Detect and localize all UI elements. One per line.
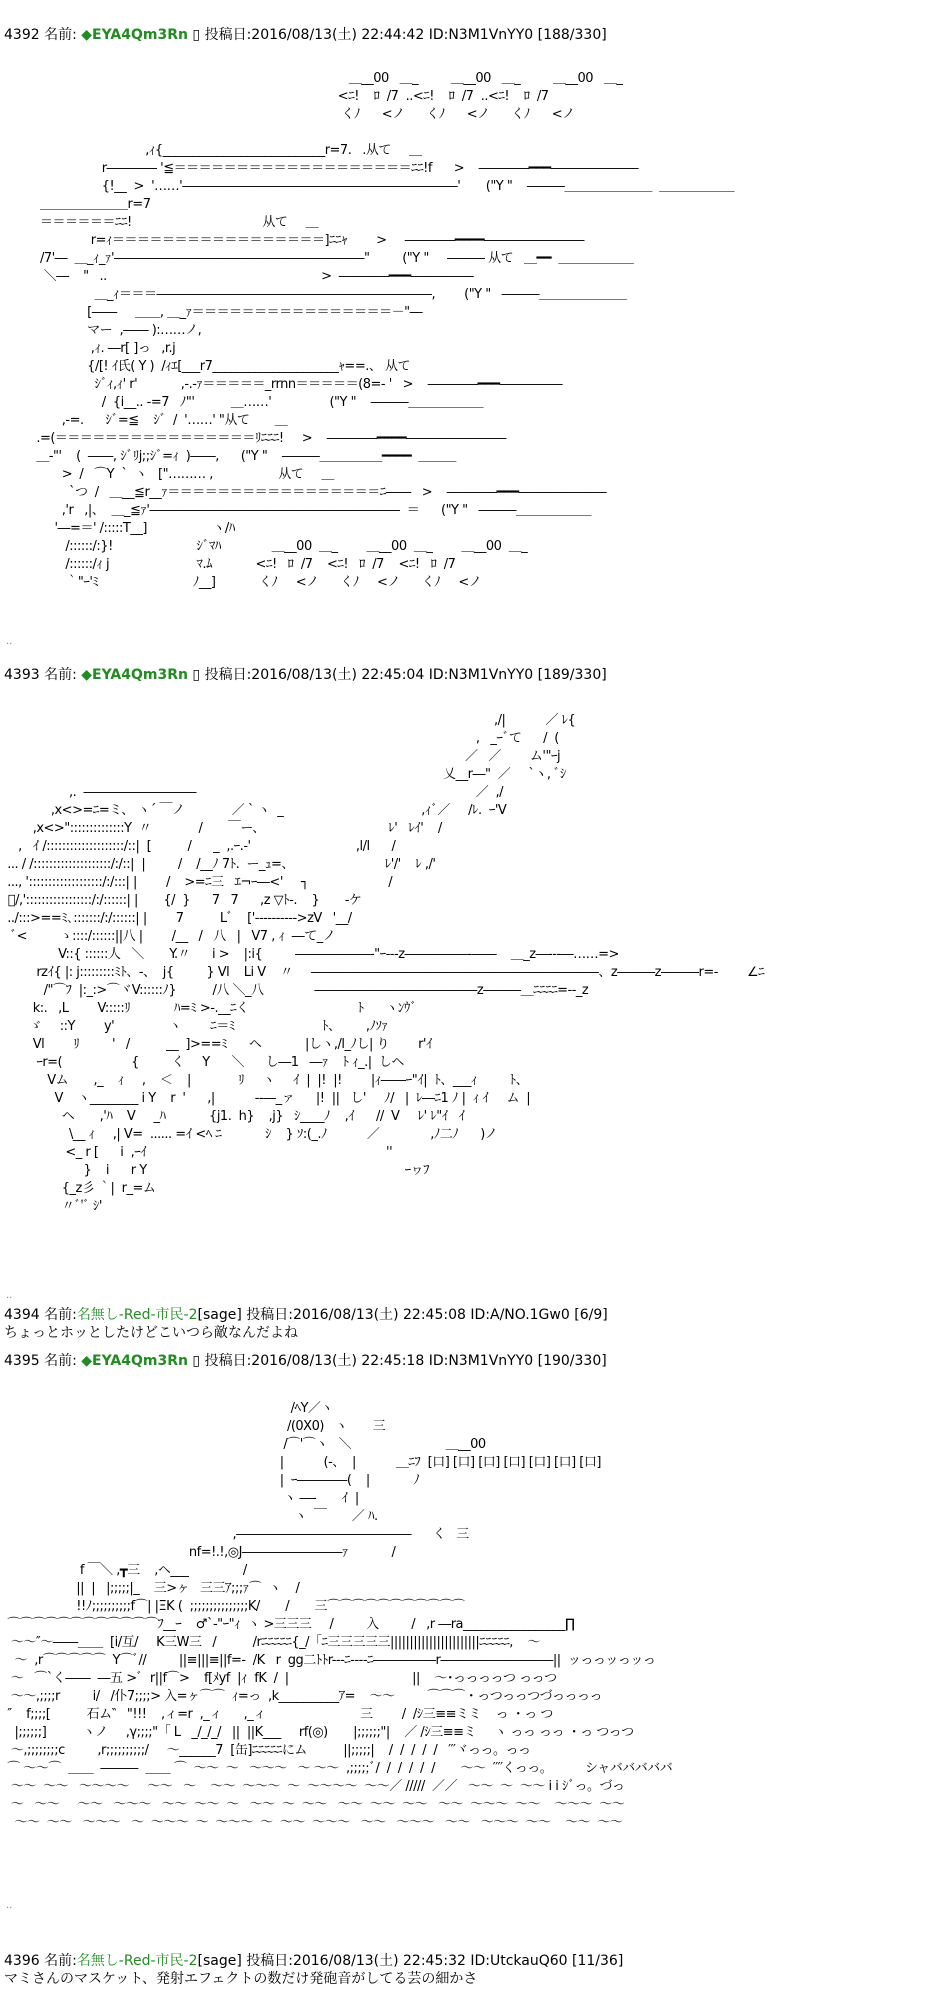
- ascii-art-line: ヘ ,'ﾊ V _ﾊ {j1. h} ,j} ｼ____ﾉ ,ｲ // V ﾚ' ﾚ"ｲ ｲ: [0, 1109, 465, 1124]
- ascii-art-line: Vl ﾘ ' / __ ]>==ﾐ ヘ |しヽ,/l_ﾉし| り r'ｲ: [0, 1037, 433, 1052]
- ascii-art-line: /7'― ＿_ｨ_ｧ'――――――――――――――――――――" ("Y " ――― 从て ＿━━ ＿＿＿＿＿＿: [0, 251, 634, 266]
- ascii-art: [0, 1400, 672, 1832]
- post-count: [189/330]: [537, 667, 607, 683]
- poster-name[interactable]: 名無し-Red-市民-2: [76, 1953, 198, 1969]
- ascii-art-line: '―=＝' /:::::T__] ヽ/ﾊ: [0, 521, 235, 536]
- ascii-art-line: ｼﾞｨ,ｨ' r' ,-.-ｧ＝＝＝＝＝_rrnn＝＝＝＝＝(8=- ' > ――――━━━―――――: [0, 377, 563, 392]
- ascii-art-line: | ｰ――――( | ﾉ: [0, 1473, 420, 1488]
- ascii-art-line: V::{ ::::::人 ＼ Y.〃 i > |:i{ ――――――‐"ｰ-‐‐z―――――‐―― ＿_z―‐‐‐―……=>: [0, 947, 619, 962]
- ascii-art: [0, 70, 734, 592]
- ascii-art-line: ＿_ｨ＝＝＝――――――――――――――――――――――, ("Y " ―――＿＿＿＿＿＿＿: [0, 287, 627, 302]
- ascii-art-line: ～～ ～～ ～～～～ ～～ ～ ～～ ～～～ ～ ～～～～ ～～／ ///// ／／ ～～ ～ ～～ i i ｼﾞっ。づっ: [0, 1779, 625, 1794]
- ascii-art-line: V ヽ________ i Y r ' ,| -‐―_ァ |! || し' ﾉ/ | ﾚ―ﾆ1 ﾉ | ｨ ｲ ム |: [0, 1091, 531, 1106]
- ascii-art-line: ＿__00 ＿_ ＿__00 ＿_ ＿__00 ＿_: [0, 71, 623, 86]
- ascii-art-line: /::::::/ｨ j ﾏ.ﾑ <ﾆ! ﾛ /7 <ﾆ! ﾛ /7 <ﾆ! ﾛ /7: [0, 557, 456, 572]
- poster-id: ID:N3M1VnYY0: [428, 27, 534, 43]
- post-date: 2016/08/13(土) 22:44:42: [251, 27, 425, 43]
- name-label: 名前:: [44, 667, 77, 683]
- ascii-art-line: {/[! ｲ氏( Y ) /ｨｴ[___r7_____________________ｬ==.、 从て: [0, 359, 410, 374]
- ascii-art-line: !!ﾉ;;;;;;;;;;f⌒| |ΞK ( ;;;;;;;;;;;;;;;K/ / 三⌒⌒⌒⌒⌒⌒⌒⌒⌒⌒⌒: [0, 1599, 465, 1614]
- ascii-art-line: ｀"ｰ'ﾐ ﾉ__] くﾉ <ノ くﾉ <ノ くﾉ <ノ: [0, 575, 482, 590]
- post-date: 2016/08/13(土) 22:45:18: [251, 1353, 425, 1369]
- ascii-art-line: ～ ⌒`く―― ―五 >ﾞ r||f⌒> f[ﾒyf |ｨ fK / | || ～･っっっっつ っっつ: [0, 1671, 557, 1686]
- post-count: [190/330]: [537, 1353, 607, 1369]
- ascii-art-line: ..., ':::::::::::::::::::/:/:::| | / >=ﾆ三 ｴ¬ｰ―<' ┐ /: [0, 875, 393, 890]
- ascii-art-line: {!__ > '……'――――――――――――――――――――――' ("Y " ―――＿＿＿＿＿＿＿ ＿＿＿＿＿＿: [0, 179, 735, 194]
- poster-id: ID:UtckauQ60: [470, 1953, 568, 1969]
- ascii-art-line: ～～ ～～ ～～～ ～ ～～～ ～ ～～～ ～ ～～ ～～～ ～～ ～～～ ～～ ～～～ ～～ ～～ ～～: [0, 1815, 623, 1830]
- ascii-art-line: ... / /::::::::::::::::::::/:/::| | / /__ﾉ 7ﾄ. ー_ｭ=、 ﾚ'/' ﾚ ,/': [0, 857, 436, 872]
- post-header: [4, 1952, 623, 1970]
- poster-mail: [sage]: [197, 1307, 242, 1323]
- posted-label: 投稿日:: [204, 27, 252, 43]
- post-message: ちょっとホッとしたけどこいつら敵なんだよね: [4, 1325, 298, 1341]
- post-date: 2016/08/13(土) 22:45:32: [292, 1953, 466, 1969]
- ascii-art-line: ﾞ< ゝ::::/::::::||八 | /__ / 八 | V7 , ｨ ―て_ノ: [0, 929, 336, 944]
- ascii-art-line: ～～,;;;;r i/ /仆7;;;;> 入=ヶ⌒⌒ ｨ=っ ,k__________ｱ= ～～ ⌒⌒⌒・っつっっつづっっっっ: [0, 1689, 602, 1704]
- ascii-art-line: ＼― " .. > ――――━━━―――――: [0, 269, 474, 284]
- ascii-art-line: > / ⌒Y ` ヽ ["……… , 从て ＿: [0, 467, 334, 482]
- ascii-art-line: ゞ ::Y y' ヽ ﾆ＝ﾐ ﾄ、 ,ﾉｿｧ: [0, 1019, 388, 1034]
- post-header: [4, 1352, 607, 1370]
- post-count: [6/9]: [574, 1307, 608, 1323]
- posted-label: 投稿日:: [246, 1307, 293, 1323]
- ascii-art-line: |;;;;;;] ヽノ ,γ;;;;"「 L _/_/_/ || ||K___ rf(◎) |;;;;;;"| ／ /ｼ三≡≡ミ ヽ っっ っっ ・っ つっつ: [0, 1725, 634, 1740]
- poster-name[interactable]: ◆EYA4Qm3Rn: [81, 27, 188, 43]
- name-box-icon: ▯: [192, 1353, 201, 1369]
- name-label: 名前:: [44, 1307, 77, 1323]
- poster-name[interactable]: 名無し-Red-市民-2: [76, 1307, 198, 1323]
- ascii-art-line: 〃ﾞ'ﾞ ｼ': [0, 1199, 103, 1214]
- ascii-art-line: ../:::>==ﾐ､:::::::/:/::::::| | 7 Lﾞ ['---------->zV '__/: [0, 911, 352, 926]
- ascii-art-line: r―――― '≦＝＝＝＝＝＝＝＝＝＝＝＝＝＝＝＝＝＝＝ﾆﾆ!f > ――――━━━―――――――: [0, 161, 639, 176]
- ascii-art-line: /ﾍY／ヽ: [0, 1401, 333, 1416]
- ascii-art-line: ﾞ/,':::::::::::::::::/:/::::::| | {/ } 7 7 ,z ▽ﾄ-. } -ケ: [0, 893, 362, 908]
- ascii-art-line: ⌒⌒⌒⌒⌒⌒⌒⌒⌒⌒⌒⌒ﾌ__ｰ ♂`-"ｰ"ｨ ヽ >三三三 / 入 / ,r ―ra_________________∏: [0, 1617, 575, 1632]
- ascii-art-line: , _ｰﾞて / (: [0, 731, 559, 746]
- post-header: [4, 26, 607, 44]
- ascii-art-line: ／ ／ ム'"ｰj: [0, 749, 561, 764]
- ascii-art-line: ～ ,r⌒⌒⌒⌒⌒ Y⌒ﾞ// ||≡|||≡||f=- /K r gg二ﾄﾄr---ﾆ----ﾆ―――――r―――――――――|| ッっっッっッっ: [0, 1653, 656, 1668]
- name-box-icon: ▯: [192, 27, 201, 43]
- ascii-art-line: ヽ ―‐ ｲ |: [0, 1491, 359, 1506]
- post-count: [11/36]: [572, 1953, 624, 1969]
- ascii-art-line: `つ / ＿__≦r__ｧ＝＝＝＝＝＝＝＝＝＝＝＝＝＝＝＝＝ﾆ―― > ――――━━━―――――――: [0, 485, 607, 500]
- ascii-art-line: [0, 124, 734, 142]
- ascii-art-line: ,'r ,|、 ＿_≦ｧ'―――――――――――――――――――― ＝ ("Y " ―――＿＿＿＿＿＿: [0, 503, 592, 518]
- ascii-art-line: } i r Y ｰヮﾌ: [0, 1163, 430, 1178]
- post-date: 2016/08/13(土) 22:45:08: [292, 1307, 466, 1323]
- ascii-art-line: \__ ｨ ,| V= ...... =ｲ <ﾍ ﾆ ｼ } ｿ:(_.ﾉ ／ ,ﾉ二ﾉ )ノ: [0, 1127, 498, 1142]
- posted-label: 投稿日:: [204, 1353, 252, 1369]
- post-number: 4394: [4, 1307, 40, 1323]
- ascii-art-line: ,-=. ｼﾞ=≦ ｼﾞ / '……' "从て ＿: [0, 413, 288, 428]
- ascii-art-line: <ﾆ! ﾛ /7 ..<ﾆ! ﾛ /7 ..<ﾆ! ﾛ /7: [0, 89, 549, 104]
- ascii-art-line: nf=!.!,◎J――――――――ｧ /: [0, 1545, 396, 1560]
- post-number: 4396: [4, 1953, 40, 1969]
- ascii-art-line: [―― ＿＿, ＿_ｧ＝＝＝＝＝＝＝＝＝＝＝＝＝＝＝＝－"―: [0, 305, 423, 320]
- ascii-art-line: ＿＿＿＿＿＿＿r=7: [0, 197, 151, 212]
- ascii-art-line: /⌒'⌒ヽ ＼ ＿__00: [0, 1437, 486, 1452]
- ascii-art-line: / {i__.. -=7 ﾉ"' ＿……' ("Y " ―――＿＿＿＿＿＿: [0, 395, 484, 410]
- ascii-art: [0, 712, 764, 1216]
- ascii-art-line: /"⌒ﾌ |:_:>⌒ヾV::::::ﾉ} /八 ＼_八 ―――――――――――――z―――＿ﾆﾆﾆﾆ=--_z: [0, 983, 589, 998]
- ascii-art-line: r=ｨ＝＝＝＝＝＝＝＝＝＝＝＝＝＝＝＝＝]ﾆﾆｬ > ――――━━━━――――――――: [0, 233, 585, 248]
- post-number: 4392: [4, 27, 40, 43]
- ascii-art-line: {_z彡 ｀| r_=ム: [0, 1181, 156, 1196]
- ascii-art-line: /::::::/:}! ｼﾞﾏﾊ ＿__00 ＿_ ＿__00 ＿_ ＿__00 ＿_: [0, 539, 528, 554]
- ascii-art-line: ＿-"' ( ――, ｼﾞﾘj;;ｼﾞ=ｨ )――, ("Y " ―――＿＿＿＿＿━━━━ ＿＿＿: [0, 449, 456, 464]
- ascii-art-line: ,. ――――――――― ／ ,/: [0, 785, 504, 800]
- ascii-art-line: f ￣＼ ,┳三 ,ヘ___ /: [0, 1563, 247, 1578]
- ascii-art-line: | (-、 | ＿ﾆﾌ [口] [口] [口] [口] [口] [口] [口]: [0, 1455, 601, 1470]
- ascii-art-line: 乂__r―" ／ `ヽ, ﾞｼ: [0, 767, 566, 782]
- post-number: 4393: [4, 667, 40, 683]
- ascii-art-line: ,ｨ{___________________________r=7. .从て ＿: [0, 143, 422, 158]
- post-number: 4395: [4, 1353, 40, 1369]
- ascii-art-line: k:. ,L V:::::ﾘ ﾊ=ﾐ >-.__ﾆく ﾄ ヽﾝｳﾞ: [0, 1001, 417, 1016]
- poster-id: ID:A/NO.1Gw0: [470, 1307, 570, 1323]
- separator: ..: [6, 636, 13, 647]
- separator: ..: [6, 1900, 13, 1911]
- post-count: [188/330]: [537, 27, 607, 43]
- ascii-art-line: ｰr=( { く Y ＼ し―1 ―ｧ ﾄ ｨ_.| しヘ: [0, 1055, 404, 1070]
- ascii-art-line: ,ｨ. ―r[ ]っ ,r.j: [0, 341, 176, 356]
- separator: ..: [6, 1290, 13, 1301]
- post-date: 2016/08/13(土) 22:45:04: [251, 667, 425, 683]
- ascii-art-line: ～～″～――＿＿ [i/互/ K三W三 / /rﾆﾆﾆﾆﾆ{_/「ﾆ三三三三三|||||||||||||||||||||||ﾆﾆﾆﾆﾆ, ～: [0, 1635, 540, 1650]
- ascii-art-line: .=(＝＝＝＝＝＝＝＝＝＝＝＝＝＝＝＝ﾘﾆﾆﾆ! > ――――━━━━――――――――: [0, 431, 507, 446]
- poster-name[interactable]: ◆EYA4Qm3Rn: [81, 667, 188, 683]
- ascii-art-line: ,x<>=ﾆ=ミ、 ヽ´ ￣ノ ／ ` ヽ _ ,ｨﾞ／ /ﾚ. ｰ'V: [0, 803, 507, 818]
- posted-label: 投稿日:: [204, 667, 252, 683]
- ascii-art-line: ,x<>"::::::::::::::Y 〃 / ￣ー、 ﾚ' ﾚｲ' /: [0, 821, 442, 836]
- post-header: [4, 1306, 608, 1324]
- name-label: 名前:: [44, 1353, 77, 1369]
- ascii-art-line: マー ,―― ):……ノ,: [0, 323, 202, 338]
- ascii-art-line: ＝＝＝＝＝＝ﾆﾆ! 从て ＿: [0, 215, 319, 230]
- post-message: マミさんのマスケット、発射エフェクトの数だけ発砲音がしてる芸の細かさ: [4, 1971, 478, 1987]
- ascii-art-line: ヽ ￣ ／ ﾊ.: [0, 1509, 378, 1524]
- posted-label: 投稿日:: [246, 1953, 293, 1969]
- name-label: 名前:: [44, 27, 77, 43]
- ascii-art-line: Vム ,_ ｨ , ＜ | ﾘ ヽ ｲ | |! |! |ｨ――ｰ"ｲ| ﾄ、___ｨ ﾄ、: [0, 1073, 529, 1088]
- poster-id: ID:N3M1VnYY0: [428, 1353, 534, 1369]
- name-box-icon: ▯: [192, 667, 201, 683]
- poster-name[interactable]: ◆EYA4Qm3Rn: [81, 1353, 188, 1369]
- ascii-art-line: ″ f;;;;[ 石ム‶ "!!! ,ィ=r ,_ィ ,_ィ 三 / /ｼ三≡≡ミミ っ ・っ つ: [0, 1707, 553, 1722]
- ascii-art-line: || | |;;;;;|_ 三>ヶ 三三ｱ;;;ｧ⌒ ヽ /: [0, 1581, 300, 1596]
- ascii-art-line: くﾉ <ノ くﾉ <ノ くﾉ <ノ: [0, 107, 575, 122]
- poster-mail: [sage]: [197, 1953, 242, 1969]
- ascii-art-line: ～ ～～ ～～ ～～～ ～～ ～～ ～ ～～ ～ ～～ ～～ ～～ ～～ ～～ ～～～ ～～ ～～～ ～～: [0, 1797, 625, 1812]
- name-label: 名前:: [44, 1953, 77, 1969]
- ascii-art-line: ⌒ ～～⌒ ＿＿ ――― ＿＿ ⌒ ～～ ～ ～～～ ～ ～～ ,;;;;;ﾞ/ / / / / / ～～ ′′′′くっっ。 シャバババババ: [0, 1761, 673, 1776]
- ascii-art-line: /(0X0) ヽ 三: [0, 1419, 386, 1434]
- ascii-art-line: ～,;;;;;;;;c ,r;;;;;;;;;;/ ～______7 [缶]ﾆﾆﾆﾆﾆにム ||;;;;;| / / / / / ′′′ヾっっ。っっ: [0, 1743, 531, 1758]
- ascii-art-line: ,―――――――――――――― く 三: [0, 1527, 469, 1542]
- ascii-art-line: <_ r [ i ,ｰｲ '': [0, 1145, 393, 1160]
- poster-id: ID:N3M1VnYY0: [428, 667, 534, 683]
- ascii-art-line: ,/| ／ ﾚ{: [0, 713, 576, 728]
- post-header: [4, 666, 607, 684]
- ascii-art-line: , ｲ /::::::::::::::::::::/::| [ / _ ,.ｰ.-' ,l/l /: [0, 839, 396, 854]
- ascii-art-line: rzｲ{ |: j:::::::::ﾐﾄ、-、 j{ } Vl Li V 〃 ―――――――――――――――――――――――、z―――z―――r=- ∠ﾆ: [0, 965, 765, 980]
